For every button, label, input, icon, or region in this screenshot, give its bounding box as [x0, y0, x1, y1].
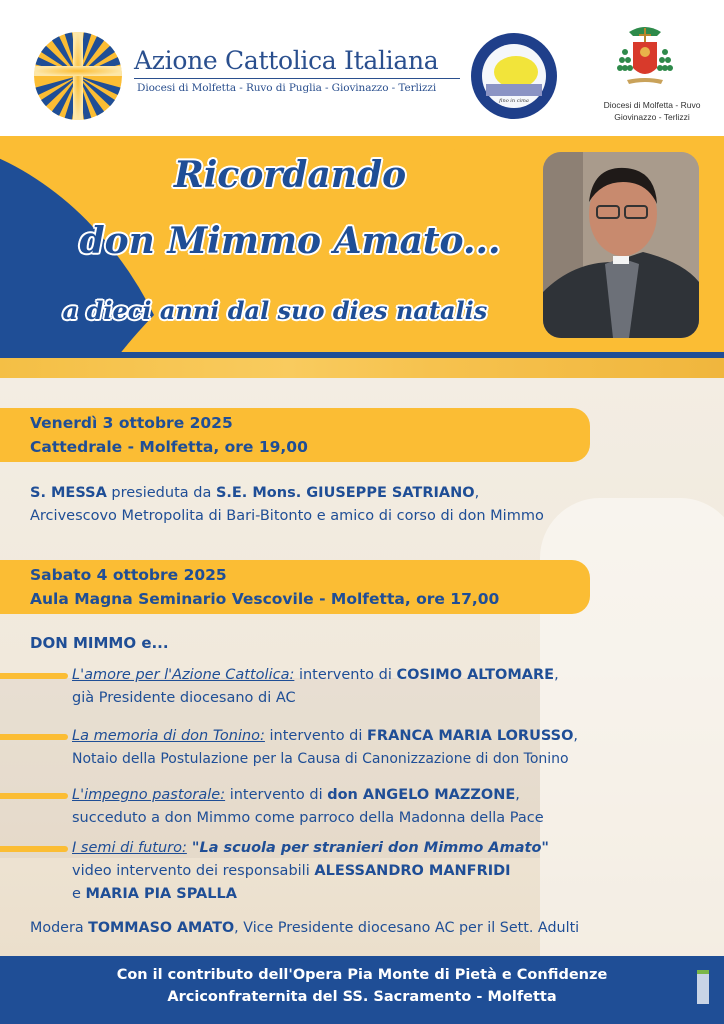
- moderator-line: [30, 917, 579, 939]
- event1-date: Venerdì 3 ottobre 2025: [30, 414, 233, 432]
- item4-speaker2: MARIA PIA SPALLA: [85, 886, 237, 902]
- footer: [0, 956, 724, 1024]
- event2-date: Sabato 4 ottobre 2025: [30, 566, 227, 584]
- event2-date-pill: [0, 560, 590, 614]
- item2-speaker: FRANCA MARIA LORUSSO: [367, 728, 574, 744]
- text-fragment: ,: [554, 667, 559, 683]
- diocese-coat-of-arms-icon: [613, 22, 677, 94]
- item4-topic: I semi di futuro:: [72, 840, 187, 856]
- text-fragment: video intervento dei responsabili: [72, 863, 315, 879]
- item3-speaker: don ANGELO MAZZONE: [327, 787, 516, 803]
- item1-speaker: COSIMO ALTOMARE: [396, 667, 555, 683]
- title-divider: [134, 78, 460, 79]
- text-fragment: presieduta da: [106, 485, 216, 501]
- title-line-1: Ricordando: [173, 154, 407, 196]
- event1-date-pill: [0, 408, 590, 462]
- svg-text:fino in cima: fino in cima: [499, 98, 529, 104]
- celebrant-name: S.E. Mons. GIUSEPPE SATRIANO: [215, 485, 475, 501]
- banner-divider-yellow: [0, 358, 724, 378]
- event1-place: Cattedrale - Molfetta, ore 19,00: [30, 438, 308, 456]
- item1-marker: [0, 673, 68, 679]
- diocesan-ac-globe-logo-icon: [470, 32, 558, 120]
- diocese-label-line2: Giovinazzo - Terlizzi: [614, 112, 690, 122]
- diocese-label-line1: Diocesi di Molfetta - Ruvo: [603, 100, 701, 110]
- item4-speaker1: ALESSANDRO MANFRIDI: [314, 863, 511, 879]
- event1-description-line1: [30, 482, 479, 504]
- item2-topic: La memoria di don Tonino:: [72, 728, 265, 744]
- footer-line-1: Con il contributo dell'Opera Pia Monte di Pietà e Confidenze: [116, 967, 608, 983]
- program-item-3-line1: [72, 784, 520, 806]
- text-fragment: intervento di: [264, 728, 368, 744]
- text-fragment: ,: [474, 485, 480, 501]
- item3-topic: L'impegno pastorale:: [72, 787, 226, 803]
- title-line-2: don Mimmo Amato...: [79, 220, 501, 262]
- diocese-label: [600, 99, 704, 123]
- text-fragment: ,: [573, 728, 579, 744]
- org-title: Azione Cattolica Italiana: [134, 46, 439, 75]
- text-fragment: intervento di: [225, 787, 328, 803]
- item1-topic: L'amore per l'Azione Cattolica:: [72, 667, 295, 683]
- item3-marker: [0, 793, 68, 799]
- text-fragment: ,: [515, 787, 520, 803]
- text-fragment: e: [72, 886, 86, 902]
- header: [0, 0, 724, 136]
- geko-credit-logo-icon: [697, 974, 709, 1004]
- footer-line-2: Arciconfraternita del SS. Sacramento - Molfetta: [167, 989, 557, 1005]
- org-subtitle: Diocesi di Molfetta - Ruvo di Puglia - Giovinazzo - Terlizzi: [137, 82, 437, 94]
- event1-description-line2: Arcivescovo Metropolita di Bari-Bitonto e amico di corso di don Mimmo: [30, 508, 544, 524]
- item4-marker: [0, 846, 68, 852]
- item2-marker: [0, 734, 68, 740]
- mass-label: S. MESSA: [30, 485, 107, 501]
- program-item-4-line2: [72, 860, 511, 882]
- program-item-4-line3: [72, 883, 237, 905]
- program-item-3-line2: succeduto a don Mimmo come parroco della Madonna della Pace: [72, 810, 544, 826]
- program-heading: DON MIMMO e...: [30, 634, 169, 652]
- program-item-2-line1: [72, 725, 578, 747]
- program-item-2-line2: Notaio della Postulazione per la Causa di Canonizzazione di don Tonino: [72, 751, 569, 767]
- item4-quote: "La scuola per stranieri don Mimmo Amato": [186, 840, 549, 856]
- text-fragment: intervento di: [294, 667, 397, 683]
- text-fragment: , Vice Presidente diocesano AC per il Sett. Adulti: [234, 920, 580, 936]
- title-line-3: a dieci anni dal suo dies natalis: [62, 296, 488, 325]
- program-item-1-line2: già Presidente diocesano di AC: [72, 690, 296, 706]
- program-item-4-line1: [72, 837, 549, 859]
- text-fragment: Modera: [30, 920, 89, 936]
- moderator-name: TOMMASO AMATO: [88, 920, 235, 936]
- azione-cattolica-sunburst-logo-icon: [34, 32, 122, 120]
- portrait-photo: [543, 152, 699, 338]
- event2-place: Aula Magna Seminario Vescovile - Molfetta, ore 17,00: [30, 590, 500, 608]
- program-item-1-line1: [72, 664, 559, 686]
